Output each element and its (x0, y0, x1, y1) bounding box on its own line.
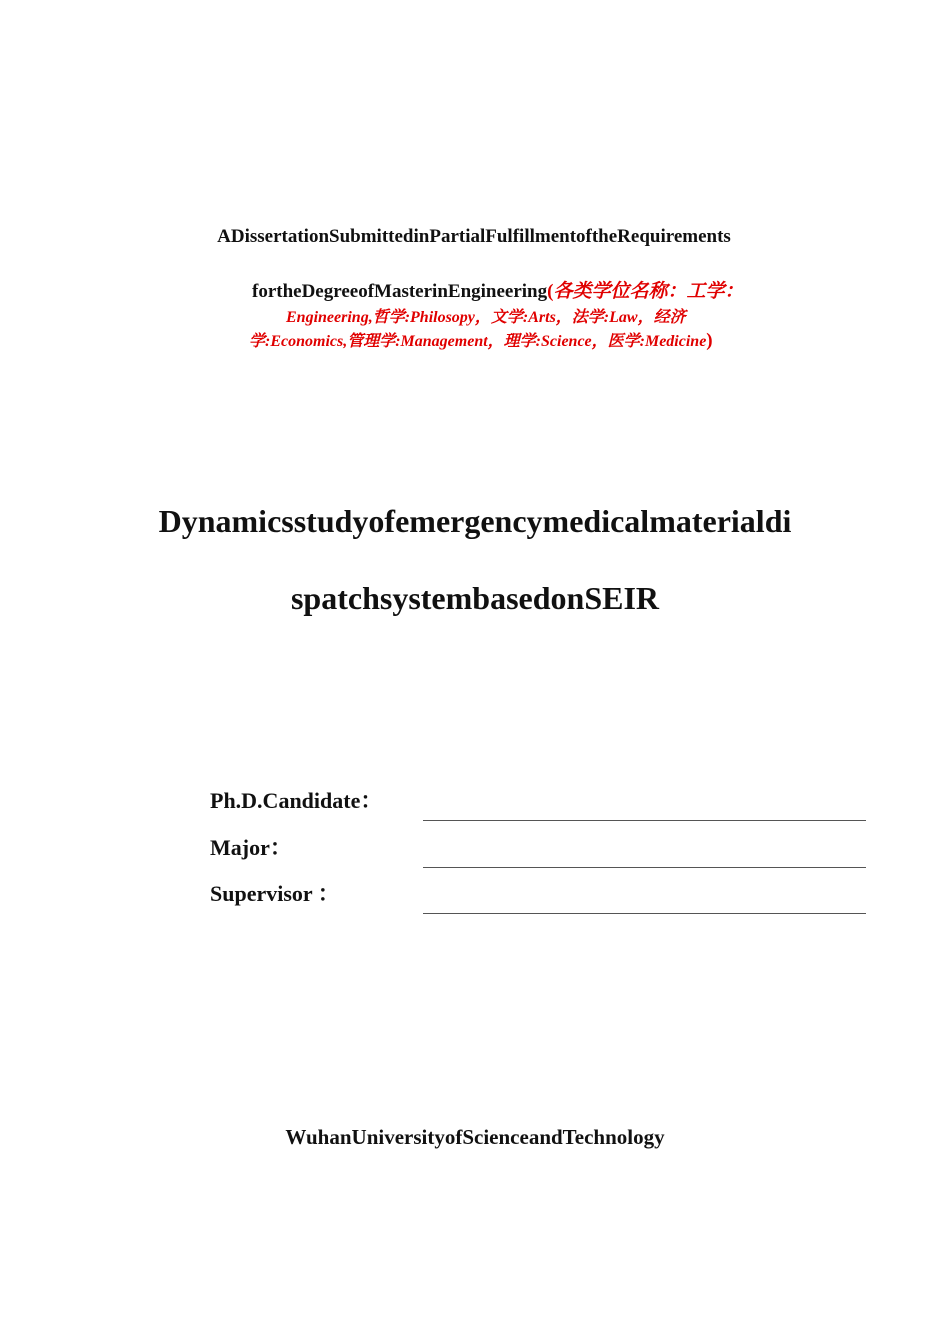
degree-type-note-line-3 (249, 328, 713, 352)
supervisor-label: Supervisor ： (210, 881, 340, 906)
degree-statement-line-1: ADissertationSubmittedinPartialFulfillmentoftheRequirements (217, 226, 731, 247)
supervisor-value-line[interactable] (423, 913, 866, 914)
candidate-value-line[interactable] (423, 820, 866, 821)
degree-type-note-text: 学:Economics,管理学:Management，理学:Science，医学:Medicine (249, 333, 707, 350)
close-paren: ) (706, 330, 713, 351)
degree-type-note: 各类学位名称：工学： (553, 281, 744, 302)
thesis-title-line-2: spatchsystembasedonSEIR (290, 580, 660, 616)
candidate-label: Ph.D.Candidate： (210, 788, 383, 813)
major-label: Major： (210, 835, 292, 860)
degree-statement-line-2 (252, 276, 743, 303)
degree-name: fortheDegreeofMasterinEngineering (252, 281, 548, 302)
degree-type-note-line-2: Engineering,哲学:Philosopy，文学:Arts，法学:Law，经济 (286, 309, 686, 326)
open-paren: ( (547, 281, 554, 302)
thesis-title-line-1: Dynamicsstudyofemergencymedicalmaterialdi (158, 503, 792, 539)
institution-name: WuhanUniversityofScienceandTechnology (285, 1125, 665, 1149)
major-value-line[interactable] (423, 867, 866, 868)
